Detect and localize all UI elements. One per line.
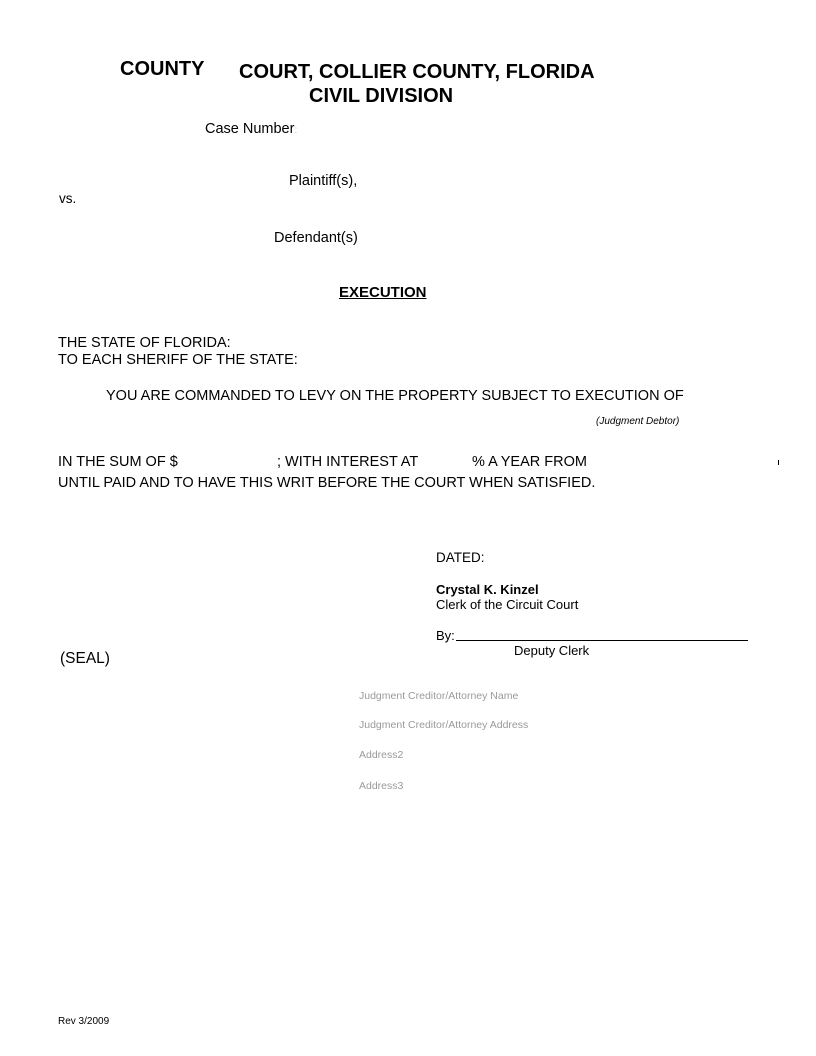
interest-rate-field[interactable] — [430, 451, 468, 471]
command-text: YOU ARE COMMANDED TO LEVY ON THE PROPERTY SUBJECT TO EXECUTION OF — [106, 388, 684, 404]
sum-prefix: IN THE SUM OF $ — [58, 454, 178, 470]
creditor-address-field[interactable]: Judgment Creditor/Attorney Address — [359, 719, 529, 731]
until-paid-text: UNTIL PAID AND TO HAVE THIS WRIT BEFORE THE COURT WHEN SATISFIED. — [58, 475, 596, 491]
judgment-debtor-caption: (Judgment Debtor) — [596, 416, 680, 427]
case-number-label — [205, 121, 297, 137]
division-title: CIVIL DIVISION — [309, 85, 454, 107]
by-label: By: — [436, 628, 455, 643]
case-number-field[interactable] — [315, 119, 515, 139]
case-number-label-text: Case Number — [205, 121, 295, 137]
dated-field[interactable] — [486, 548, 686, 568]
interest-label: ; WITH INTEREST AT — [277, 454, 419, 470]
field-end-mark — [778, 460, 779, 465]
versus-label: vs. — [59, 191, 77, 206]
signature-line — [456, 640, 748, 641]
rate-suffix: % A YEAR FROM — [472, 454, 587, 470]
sum-amount-field[interactable] — [186, 451, 274, 471]
creditor-name-field[interactable]: Judgment Creditor/Attorney Name — [359, 690, 519, 702]
salutation-sheriff: TO EACH SHERIFF OF THE STATE: — [58, 352, 298, 368]
court-title: COURT, COLLIER COUNTY, FLORIDA — [239, 61, 595, 83]
county-word: COUNTY — [120, 58, 205, 80]
creditor-address2-field[interactable]: Address2 — [359, 749, 404, 761]
seal-label: (SEAL) — [60, 650, 110, 667]
plaintiff-name-field[interactable] — [60, 170, 280, 190]
plaintiff-label: Plaintiff(s), — [289, 173, 358, 189]
defendant-label: Defendant(s) — [274, 230, 358, 246]
deputy-clerk-label: Deputy Clerk — [514, 643, 590, 658]
clerk-title: Clerk of the Circuit Court — [436, 597, 579, 612]
case-number-colon: : — [294, 125, 298, 136]
dated-label: DATED: — [436, 550, 485, 565]
revision-label: Rev 3/2009 — [58, 1016, 110, 1027]
interest-from-date-field[interactable] — [596, 451, 778, 471]
clerk-name: Crystal K. Kinzel — [436, 582, 539, 597]
defendant-name-field[interactable] — [60, 228, 265, 248]
document-title: EXECUTION — [339, 284, 427, 301]
salutation-state: THE STATE OF FLORIDA: — [58, 335, 231, 351]
creditor-address3-field[interactable]: Address3 — [359, 780, 404, 792]
